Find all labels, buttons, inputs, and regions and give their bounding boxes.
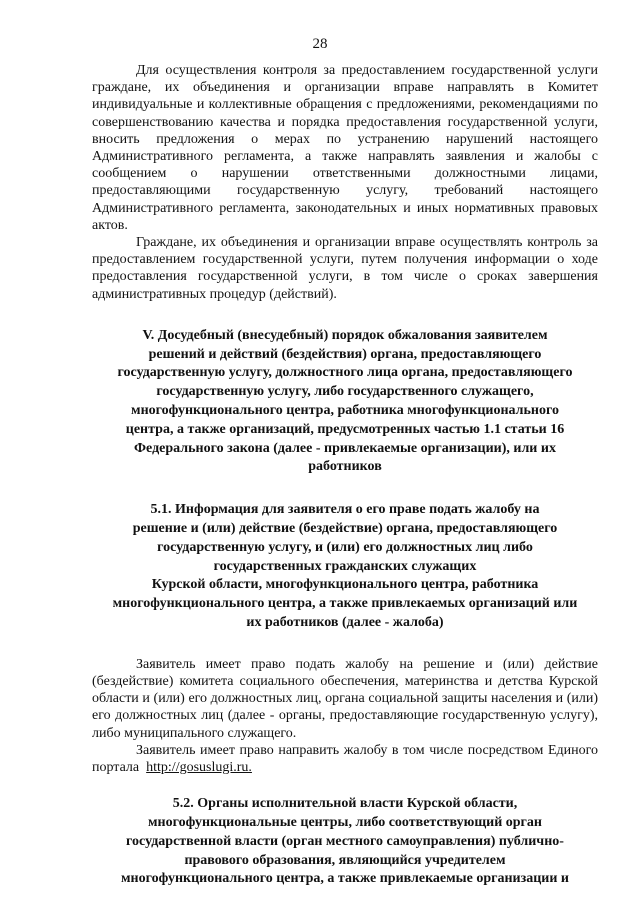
heading-line: их работников (далее - жалоба) <box>246 615 444 630</box>
heading-line: многофункциональные центры, либо соответствующий орган <box>148 815 542 831</box>
paragraph-right-to-complain: Заявитель имеет право подать жалобу на решение и (или) действие (бездействие) комитета социального обеспечения, материнства и детства Курской области и (или) его должностных лиц, органа социальной защиты населения и (или) его должностных лиц (далее - органы, предоставляющие государственную услугу), либо муниципального служащего. <box>92 656 598 741</box>
paragraph-complaint-via-portal <box>92 742 598 776</box>
heading-line: работников <box>308 459 382 475</box>
heading-line: правового образования, являющийся учредителем <box>184 852 506 868</box>
heading-line: Курской области, многофункционального центра, работника <box>151 577 539 593</box>
heading-line: государственной власти (орган местного самоуправления) публично- <box>126 833 564 849</box>
heading-line: V. Досудебный (внесудебный) порядок обжалования заявителем <box>142 327 548 343</box>
heading-line: Федерального закона (далее - привлекаемые организации), или их <box>134 440 556 456</box>
heading-line: государственную услугу, и (или) его должностных лиц либо <box>157 539 533 555</box>
heading-line: 5.1. Информация для заявителя о его праве подать жалобу на <box>150 502 540 518</box>
heading-line: государственную услугу, либо государственного служащего, <box>156 384 534 400</box>
page-number: 28 <box>312 36 328 52</box>
heading-line: решений и действий (бездействия) органа, предоставляющего <box>148 346 542 362</box>
heading-line: решение и (или) действие (бездействие) органа, предоставляющего <box>132 521 558 537</box>
page-content <box>92 62 598 889</box>
heading-line: центра, а также организаций, предусмотренных частью 1.1 статьи 16 <box>125 421 565 437</box>
section-5-1-heading <box>92 501 598 633</box>
section-v-heading <box>92 327 598 477</box>
heading-line: многофункционального центра, а также привлекаемых организаций или <box>112 596 578 612</box>
section-5-2-heading <box>92 795 598 889</box>
paragraph-control-appeals: Для осуществления контроля за предоставлением государственной услуги граждане, их объединения и организации вправе направлять в Комитет индивидуальные и коллективные обращения с предложениями, рекомендациями по совершенствованию качества и порядка предоставления государственной услуги, вносить предложения о мерах по устранению нарушений настоящего Административного регламента, а также направлять заявления и жалобы с сообщением о нарушении ответственными должностными лицами, предоставляющими государственную услугу, требований настоящего Административного регламента, законодательных и иных нормативных правовых актов. <box>92 63 598 233</box>
heading-line: многофункционального центра, а также привлекаемые организации и <box>121 871 569 887</box>
gosuslugi-link[interactable]: http://gosuslugi.ru. <box>146 760 252 776</box>
heading-line: 5.2. Органы исполнительной власти Курской области, <box>172 796 518 812</box>
heading-line: многофункционального центра, работника многофункционального <box>131 403 559 419</box>
portal-text: Заявитель имеет право направить жалобу в том числе посредством Единого портала <box>92 742 598 776</box>
paragraph-citizens-control: Граждане, их объединения и организации вправе осуществлять контроль за предоставлением государственной услуги, путем получения информации о ходе предоставления государственной услуги, в том числе о сроках завершения административных процедур (действий). <box>92 235 598 302</box>
heading-line: государственных гражданских служащих <box>213 558 477 574</box>
heading-line: государственную услугу, должностного лица органа, предоставляющего <box>117 365 573 381</box>
